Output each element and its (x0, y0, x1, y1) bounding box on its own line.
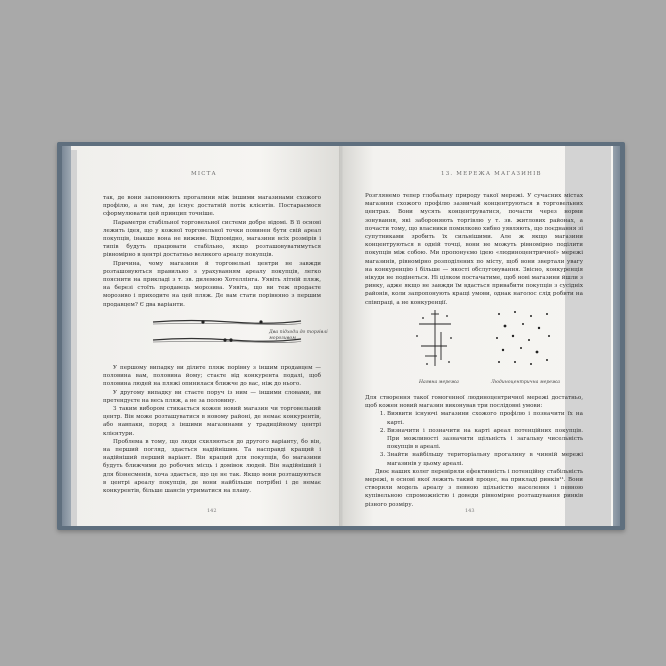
human-centered-network-figure (496, 311, 550, 365)
right-page (341, 146, 613, 526)
left-page (71, 146, 341, 526)
paragraph: У другому випадку ви стаєте поруч із ним — іншими словами, ви претендуєте на весь пляж, а не за половину. (103, 389, 321, 404)
paragraph: Проблема в тому, що люди схиляються до другого варіанту, бо він, на перший погляд, здається надійнішим. Та насправді кращий і надійніший перший варіант. Він кращий для покупців, бо магазини будуть ближчими до робочих місць і домівок людей. Він надійніший і для бізнесменів, хоча здається, що це не так. Якщо вони розташуються в центрі ареалу покупців, де вони найбільше потрібні і де немає конкурентів, більше шансів утриматися на плаву. (103, 438, 321, 495)
figure-caption: Два підходи до торгівлі морозивом (269, 330, 328, 341)
right-text-block-2 (365, 394, 583, 509)
paragraph: Параметри стабільної торговельної системи добре відомі. В її основі лежить ідея, що у кожної торговельної точки повинен бути свій ареал покупців, інакше вона не виживе. Відповідно, магазини всіх розмірів і типів будуть працювати стабільно, якщо розташовуватимуться рівномірно в центрі достатньо великого ареалу покупців. (103, 219, 321, 259)
caption-human-centered-network: Людиноцентрична мережа (491, 380, 560, 385)
vendor-mark (259, 320, 262, 323)
list-item: 1. Виявити існуючі магазини схожого профілю і позначити їх на карті. (387, 410, 583, 426)
vendor-mark (223, 338, 226, 341)
paragraph: Для створення такої гомогенної людиноцентричної мережі достатньо, щоб кожен новий магазин виконував три послідовні умови: (365, 395, 583, 410)
paragraph: З таким вибором стикається кожен новий магазин чи торговельний центр. Він може розташуватися в новому районі, де немає конкурентів, або навпаки, поряд з іншими магазинами у традиційному центрі клієнтури. (103, 406, 321, 437)
existing-network-dots (416, 315, 452, 365)
left-page-edge-shade (71, 150, 77, 526)
open-book (57, 142, 625, 530)
left-text-block-1 (103, 194, 321, 309)
caption-existing-network: Наявна мережа (419, 380, 459, 385)
paragraph: Двоє наших колег перевіряли ефективність і потенційну стабільність мережі, в основі якої лежить такий процес, на прикладі ринків¹¹. Вони створили модель ареалу з певною щільністю населення і певною купівельною спроможністю і доведи рівномірне розташування ринків різного розміру. (365, 468, 583, 508)
vendor-mark (229, 338, 232, 341)
left-text-block-2 (103, 364, 321, 495)
beach-line-top (153, 321, 301, 324)
paragraph: Причина, чому магазини й торговельні центри не завжди розташовуються правильно з урахуванням ареалу покупців, легко пояснити на прикладі з т. зв. дилемою Хотеллінга. Уявіть літній пляж, на березі стоїть продавець морозива. Уявіть, що ви теж продаєте морозиво і приходите на цей пляж. Де вам стати порівняно з першим продавцем? Є два варіанти. (103, 260, 321, 308)
left-page-number: 142 (207, 508, 217, 514)
vendor-mark (201, 320, 204, 323)
book-gutter (339, 146, 343, 526)
paragraph: Розглянемо тепер глобальну природу такої мережі. У сучасних містах магазини схожого профілю зазвичай концентруються в торговельних центрах. Вони мусять концентруватися, почасти через норми зонування, які забороняють торгівлю у т. зв. житлових районах, а почасти тому, що власники помилково хибно уявляють, що поєднання зі супутниками зробить їх сильнішими. Але ж якщо магазини концентруються в одній точці, вони не можуть рівномірно поділити покупців між собою. Ми пропонуємо ідею «людиноцентричної» мережі магазинів, рівномірно розподілених по місту, щоб вони звертали увагу на конкуренцію і більше — якості обслуговування. Звісно, конкуренція нікуди не подінеться. Ні цілком постачатиме, щоб нові магазини йшли з ринку, адже якщо не завжди їм вдасться привабити покупців з сусідніх районів, коли запропонують кращі умови, однак наголос слід робити на співпраці, а не конкуренції. (365, 193, 583, 306)
right-text-block-1 (365, 192, 583, 307)
network-diagrams (411, 306, 561, 382)
right-page-number: 143 (465, 508, 475, 514)
paragraph: У першому випадку ви ділите пляж порівну з іншим продавцем — половина вам, половина йому; стаєте від конкурента подалі, щоб половина людей на пляжі опинилася ближче до вас, ніж до нього. (103, 365, 321, 388)
rules-list (365, 410, 583, 467)
right-running-header: 13. МЕРЕЖА МАГАЗИНІВ (441, 171, 542, 177)
left-running-header: МІСТА (191, 171, 217, 177)
paragraph: так, де вони заповнюють прогалини між іншими магазинами схожого профілю, а не там, де існує достатній потік клієнтів. Постараємося сформулювати цей принцип точніше. (103, 195, 321, 218)
list-item: 2. Визначити і позначити на карті ареал потенційних покупців. При можливості зазначити щільність і загальну чисельність покупців в ареалі. (387, 427, 583, 452)
list-item: 3. Знайти найбільшу територіальну прогалину в чинній мережі магазинів у цьому ареалі. (387, 451, 583, 467)
